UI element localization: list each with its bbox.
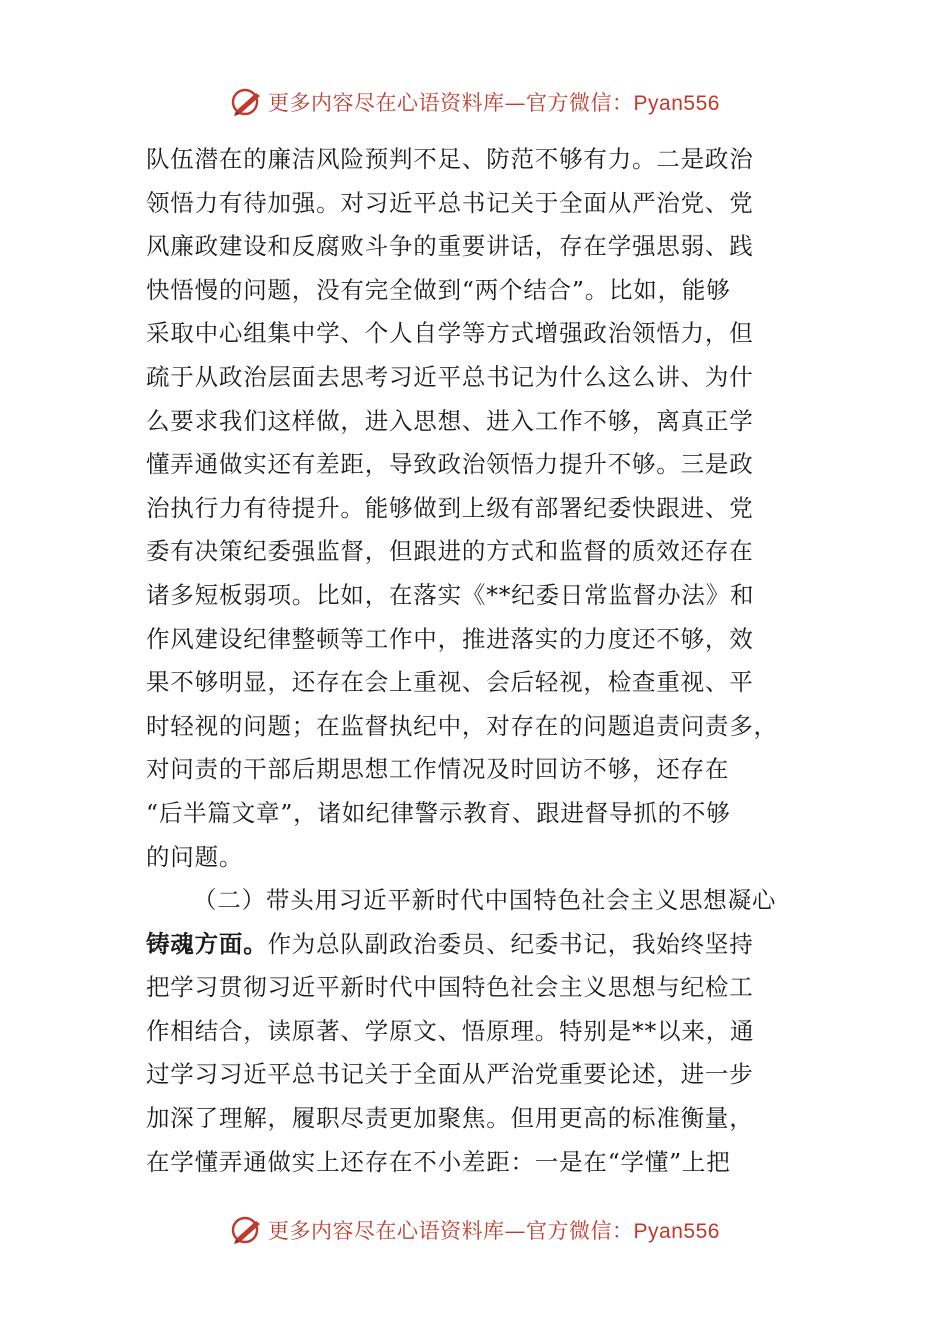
body-line: 懂弄通做实还有差距，导致政治领悟力提升不够。三是政: [146, 450, 754, 479]
body-line: 么要求我们这样做，进入思想、进入工作不够，离真正学: [146, 406, 754, 435]
footer-banner: [0, 1210, 950, 1250]
body-line: 把学习贯彻习近平新时代中国特色社会主义思想与纪检工: [146, 973, 754, 1002]
body-line: 果不够明显，还存在会上重视、会后轻视，检查重视、平: [146, 668, 754, 697]
body-line: 治执行力有待提升。能够做到上级有部署纪委快跟进、党: [146, 493, 754, 522]
section-heading-continuation: [146, 923, 806, 967]
body-line: 加深了理解，履职尽责更加聚焦。但用更高的标准衡量，: [146, 1104, 754, 1133]
body-line: 疏于从政治层面去思考习近平总书记为什么这么讲、为什: [146, 362, 754, 391]
body-line: 对问责的干部后期思想工作情况及时回访不够，还存在: [146, 755, 730, 784]
header-banner: [0, 82, 950, 122]
body-line: 风廉政建设和反腐败斗争的重要讲话，存在学强思弱、践: [146, 232, 754, 261]
body-line: 过学习习近平总书记关于全面从严治党重要论述，进一步: [146, 1060, 754, 1089]
document-body: [146, 138, 806, 1184]
pen-circle-logo-icon: [230, 1213, 264, 1247]
body-line: 采取中心组集中学、个人自学等方式增强政治领悟力，但: [146, 319, 754, 348]
footer-banner-text: 更多内容尽在心语资料库—官方微信：Pyan556: [268, 1219, 720, 1243]
body-line: 领悟力有待加强。对习近平总书记关于全面从严治党、党: [146, 188, 754, 217]
body-line: 诸多短板弱项。比如，在落实《**纪委日常监督办法》和: [146, 580, 755, 609]
body-line: 快悟慢的问题，没有完全做到“两个结合”。比如，能够: [146, 275, 731, 304]
header-banner-text: 更多内容尽在心语资料库—官方微信：Pyan556: [268, 91, 720, 115]
body-line: 队伍潜在的廉洁风险预判不足、防范不够有力。二是政治: [146, 145, 754, 173]
body-line: “后半篇文章”，诸如纪律警示教育、跟进督导抓的不够: [146, 798, 731, 827]
body-line: 作风建设纪律整顿等工作中，推进落实的力度还不够，效: [146, 624, 754, 653]
body-line: 的问题。: [146, 842, 244, 871]
section-heading-tail: 铸魂方面。: [146, 929, 268, 958]
body-line: 时轻视的问题；在监督执纪中，对存在的问题追责问责多，: [146, 711, 778, 740]
section-text: 作为总队副政治委员、纪委书记，我始终坚持: [267, 929, 754, 958]
section-heading: （二）带头用习近平新时代中国特色社会主义思想凝心: [193, 886, 777, 915]
body-line: 委有决策纪委强监督，但跟进的方式和监督的质效还存在: [146, 537, 754, 566]
body-line: 作相结合，读原著、学原文、悟原理。特别是**以来，通: [146, 1016, 755, 1045]
pen-circle-logo-icon: [230, 85, 264, 119]
body-line: 在学懂弄通做实上还存在不小差距：一是在“学懂”上把: [146, 1147, 731, 1176]
